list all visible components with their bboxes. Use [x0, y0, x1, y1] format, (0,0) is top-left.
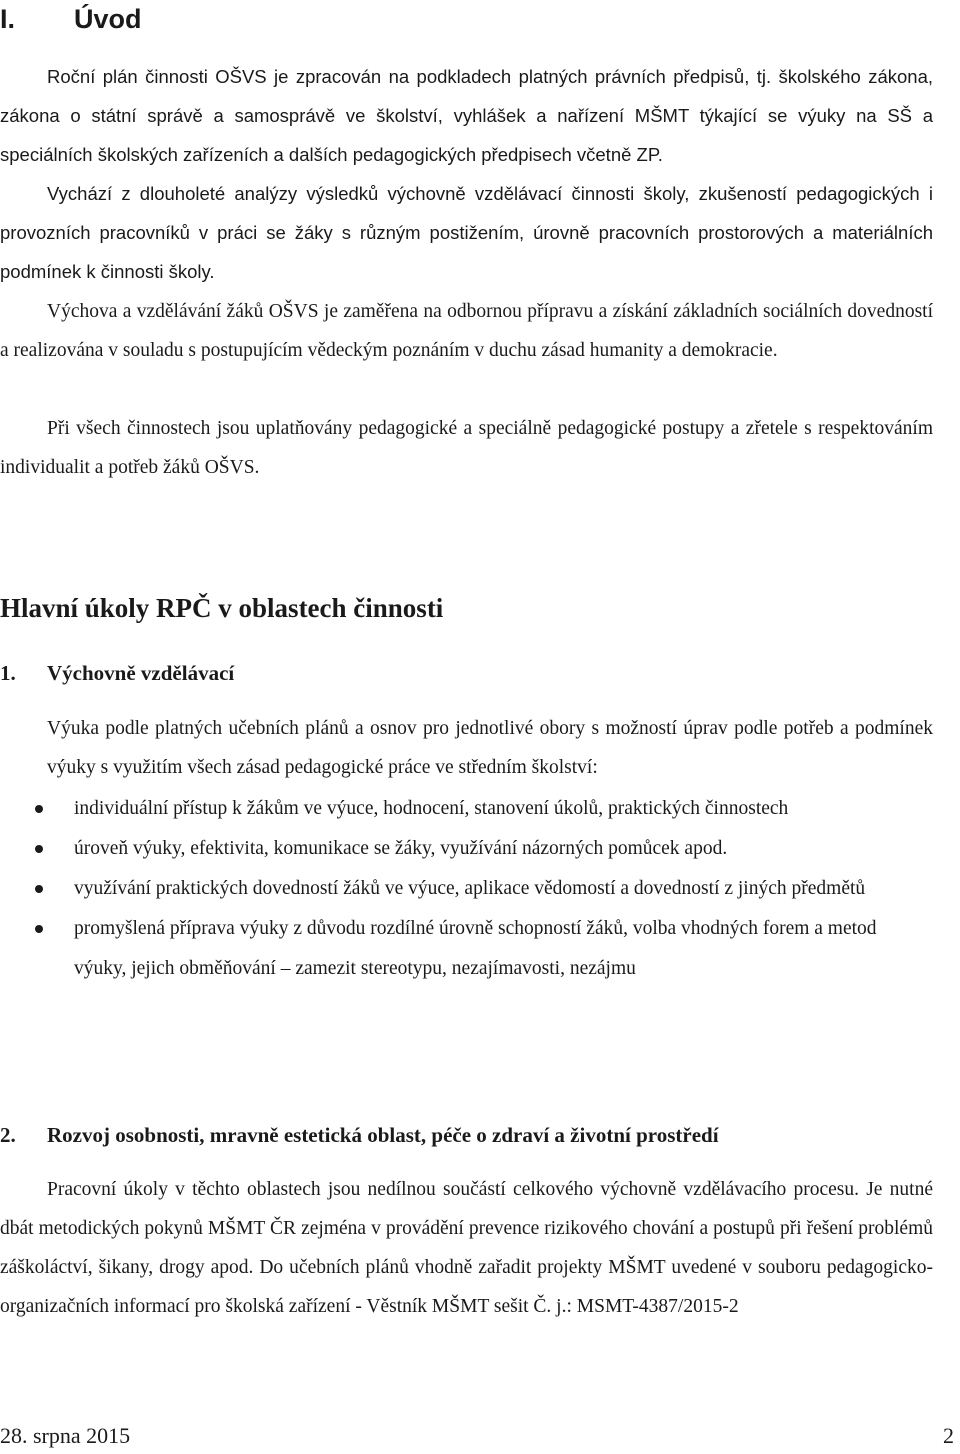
bullet-icon	[35, 845, 43, 853]
list-item-text: promyšlená příprava výuky z důvodu rozdílné úrovně schopností žáků, volba vhodných forem a metod výuky, jejich obměňování – zamezit stereotypu, nezajímavosti, nezájmu	[74, 918, 877, 979]
intro-paragraph-2: Vychází z dlouholeté analýzy výsledků výchovně vzdělávací činnosti školy, zkušeností pedagogických i provozních pracovníků v práci se žáky s různým postižením, úrovně pracovních prostorových a materiálních podmínek k činnosti školy.	[0, 183, 933, 282]
section-1-text: Výuka podle platných učebních plánů a osnov pro jednotlivé obory s možností úprav podle potřeb a podmínek výuky s využitím všech zásad pedagogické práce ve středním školství:	[47, 718, 933, 778]
intro-paragraph-4: Při všech činnostech jsou uplatňovány pedagogické a speciálně pedagogické postupy a zřetele s respektováním individualit a potřeb žáků OŠVS.	[0, 418, 933, 478]
list-item	[0, 789, 933, 829]
list-item-text: individuální přístup k žákům ve výuce, hodnocení, stanovení úkolů, praktických činnostech	[74, 798, 789, 819]
list-item-text: úroveň výuky, efektivita, komunikace se žáky, využívání názorných pomůcek apod.	[74, 838, 728, 859]
list-item	[0, 909, 933, 989]
list-item	[0, 869, 933, 909]
section-2-number: 2.	[0, 1123, 16, 1147]
section-1-heading	[0, 658, 234, 688]
intro-paragraph-3: Výchova a vzdělávání žáků OŠVS je zaměřena na odbornou přípravu a získání základních sociálních dovedností a realizována v souladu s postupujícím vědeckým poznáním v duchu zásad humanity a demokracie.	[0, 301, 933, 361]
chapter-title: Úvod	[74, 4, 142, 34]
chapter-heading	[0, 2, 142, 36]
page-number: 2	[943, 1423, 954, 1448]
section-1-bullet-list	[0, 789, 933, 989]
bullet-icon	[35, 885, 43, 893]
list-item	[0, 829, 933, 869]
section-2-heading	[0, 1120, 719, 1150]
section-2-text: Pracovní úkoly v těchto oblastech jsou nedílnou součástí celkového výchovně vzdělávacího procesu. Je nutné dbát metodických pokynů MŠMT ČR zejména v provádění prevence rizikového chování a postupů při řešení problémů záškoláctví, šikany, drogy apod. Do učebních plánů vhodně zařadit projekty MŠMT uvedené v souboru pedagogicko-organizačních informací pro školská zařízení - Věstník MŠMT sešit Č. j.: MSMT-4387/2015-2	[0, 1179, 933, 1317]
section-2-title: Rozvoj osobnosti, mravně estetická oblast, péče o zdraví a životní prostředí	[47, 1123, 719, 1147]
footer-date: 28. srpna 2015	[0, 1423, 131, 1448]
intro-paragraph-1: Roční plán činnosti OŠVS je zpracován na podkladech platných právních předpisů, tj. školského zákona, zákona o státní správě a samosprávě ve školství, vyhlášek a nařízení MŠMT týkající se výuky na SŠ a speciálních školských zařízeních a dalších pedagogických předpisech včetně ZP.	[0, 66, 933, 165]
section-1-number: 1.	[0, 661, 16, 685]
section-1-title: Výchovně vzdělávací	[47, 661, 235, 685]
main-tasks-heading: Hlavní úkoly RPČ v oblastech činnosti	[0, 593, 444, 623]
list-item-text: využívání praktických dovedností žáků ve výuce, aplikace vědomostí a dovedností z jiných předmětů	[74, 878, 866, 899]
bullet-icon	[35, 925, 43, 933]
chapter-number: I.	[0, 4, 16, 34]
bullet-icon	[35, 805, 43, 813]
